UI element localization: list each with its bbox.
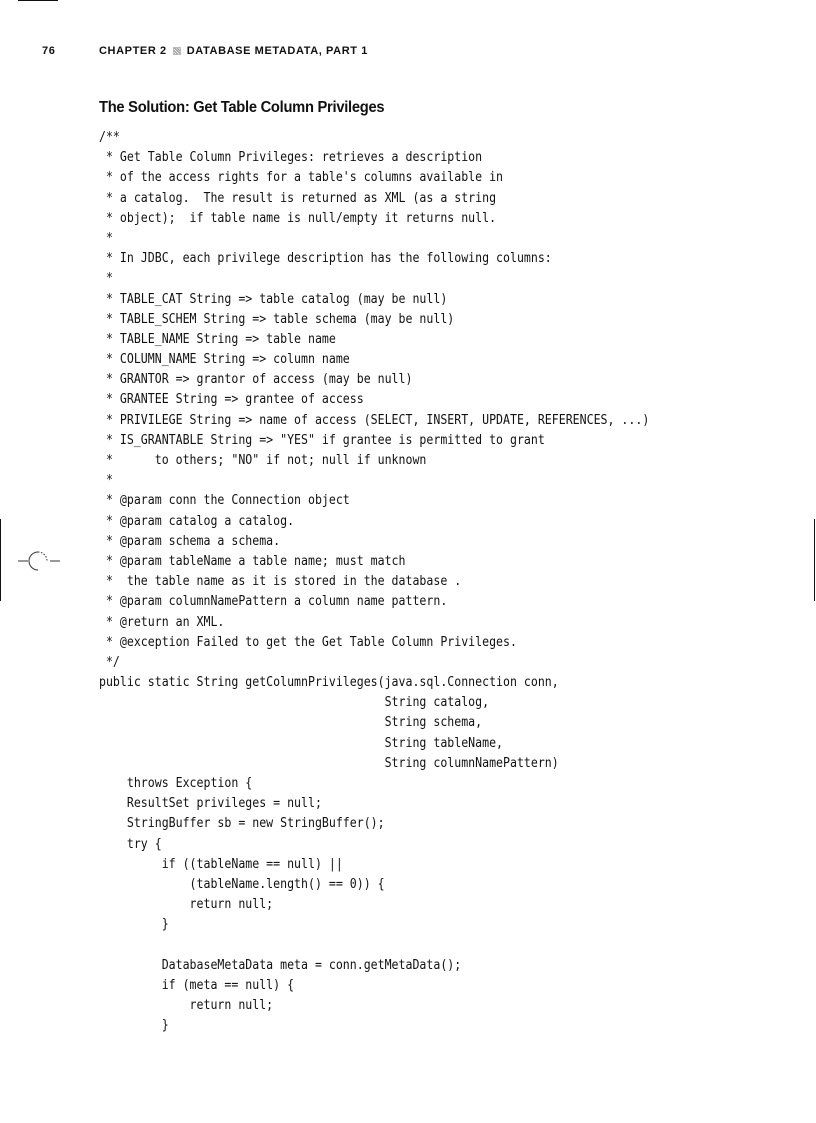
code-line: * PRIVILEGE String => name of access (SELECT, INSERT, UPDATE, REFERENCES, ...) (99, 412, 650, 428)
code-line: * TABLE_CAT String => table catalog (may be null) (99, 291, 448, 307)
code-line: * @exception Failed to get the Get Table Column Privileges. (99, 634, 517, 650)
code-line: String columnNamePattern) (99, 755, 559, 771)
code-line: * @param conn the Connection object (99, 493, 350, 509)
code-line: * COLUMN_NAME String => column name (99, 352, 350, 368)
code-line: String catalog, (99, 695, 490, 711)
code-line: * (99, 473, 113, 489)
code-line: * @param catalog a catalog. (99, 513, 295, 529)
section-heading: The Solution: Get Table Column Privileges (99, 99, 385, 116)
code-line: * GRANTOR => grantor of access (may be null) (99, 372, 413, 388)
separator-square-icon (173, 47, 181, 55)
chapter-title: DATABASE METADATA, PART 1 (186, 45, 368, 57)
code-line: return null; (99, 998, 274, 1014)
code-listing (99, 128, 717, 1036)
code-line: * Get Table Column Privileges: retrieves a description (99, 150, 483, 166)
code-line: * a catalog. The result is returned as XML (as a string (99, 190, 497, 206)
code-line: */ (99, 654, 120, 670)
top-rule (18, 0, 58, 1)
code-line: * object); if table name is null/empty it returns null. (99, 210, 497, 226)
code-line: * IS_GRANTABLE String => "YES" if grantee is permitted to grant (99, 432, 545, 448)
registration-mark-icon (18, 548, 62, 574)
code-line: } (99, 1018, 169, 1034)
code-line: String schema, (99, 715, 483, 731)
crop-mark-right (814, 519, 815, 601)
code-line: * (99, 271, 113, 287)
code-line: try { (99, 836, 162, 852)
code-line: * @return an XML. (99, 614, 225, 630)
code-line: DatabaseMetaData meta = conn.getMetaData(); (99, 957, 462, 973)
code-line: StringBuffer sb = new StringBuffer(); (99, 816, 385, 832)
crop-mark-left (0, 519, 1, 601)
page-number: 76 (42, 45, 56, 57)
code-line: * @param columnNamePattern a column name pattern. (99, 594, 448, 610)
code-line: ResultSet privileges = null; (99, 796, 322, 812)
code-line: return null; (99, 897, 274, 913)
code-line: String tableName, (99, 735, 504, 751)
code-line: * TABLE_SCHEM String => table schema (may be null) (99, 311, 455, 327)
code-line: * TABLE_NAME String => table name (99, 331, 336, 347)
code-line: * to others; "NO" if not; null if unknown (99, 453, 427, 468)
code-line: if ((tableName == null) || (99, 856, 343, 872)
code-line (99, 936, 649, 956)
running-head (42, 43, 368, 59)
code-line: * @param tableName a table name; must match (99, 553, 406, 569)
code-line: * In JDBC, each privilege description has the following columns: (99, 251, 552, 267)
chapter-label: CHAPTER 2 (99, 45, 167, 57)
code-line: public static String getColumnPrivileges(java.sql.Connection conn, (99, 675, 559, 691)
code-line: throws Exception { (99, 776, 253, 791)
code-line: * (99, 230, 113, 246)
code-line: (tableName.length() == 0)) { (99, 876, 385, 892)
code-line: if (meta == null) { (99, 977, 295, 993)
code-line: /** (99, 130, 120, 145)
code-line: * the table name as it is stored in the database . (99, 574, 462, 590)
code-line: } (99, 917, 169, 933)
code-line: * GRANTEE String => grantee of access (99, 392, 364, 408)
code-line: * of the access rights for a table's columns available in (99, 170, 504, 186)
code-line: * @param schema a schema. (99, 533, 281, 549)
